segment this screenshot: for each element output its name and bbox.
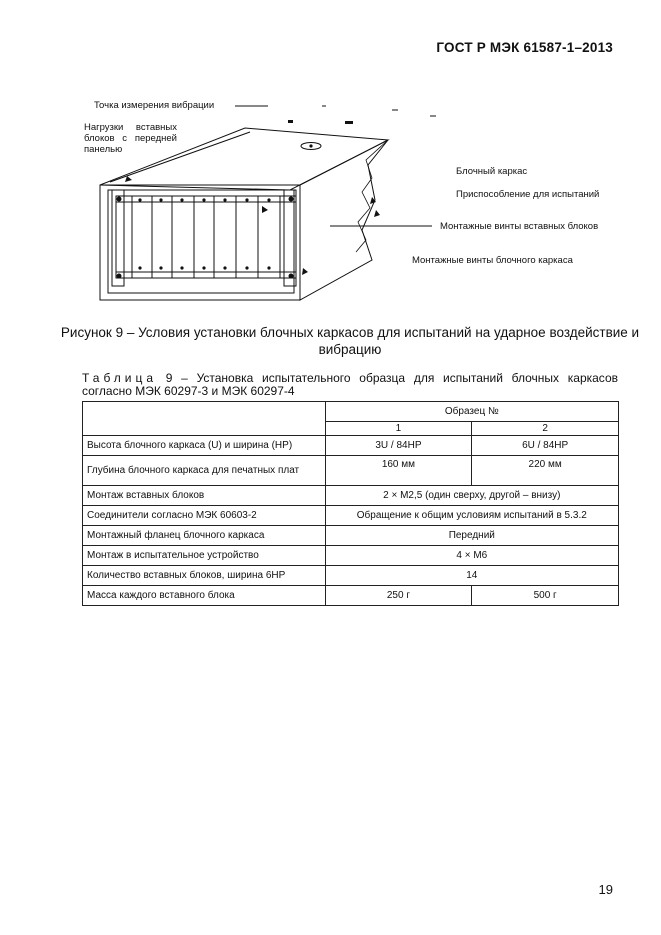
table-header-row (83, 402, 619, 422)
screw-icon (117, 197, 122, 202)
plugin-panel-area (116, 196, 296, 278)
spec-table (82, 401, 619, 606)
table-row (83, 586, 619, 606)
label-plugin-screws: Монтажные винты вставных блоков (440, 221, 599, 232)
table-row (83, 566, 619, 586)
screw-icon (289, 274, 294, 279)
side-face (300, 140, 388, 300)
header-param-cell (83, 402, 326, 436)
table-row (83, 486, 619, 506)
sample-2-header: 2 (472, 422, 619, 436)
value-cell: Обращение к общим условиям испытаний в 5.3.2 (325, 506, 618, 526)
param-cell: Высота блочного каркаса (U) и ширина (HP) (83, 436, 326, 456)
table-row (83, 546, 619, 566)
value-cell: 2 × M2,5 (один сверху, другой – внизу) (325, 486, 618, 506)
param-cell: Глубина блочного каркаса для печатных плат (83, 456, 326, 486)
table-caption-text: 9 – Установка испытательного образца для испытаний блочных каркасов согласно МЭК 60297-3 и МЭК 60297-4 (82, 371, 618, 398)
table-row (83, 456, 619, 486)
param-cell: Количество вставных блоков, ширина 6HP (83, 566, 326, 586)
param-cell: Монтаж вставных блоков (83, 486, 326, 506)
label-subrack-screws: Монтажные винты блочного каркаса (412, 255, 573, 266)
param-cell: Монтажный фланец блочного каркаса (83, 526, 326, 546)
param-cell: Монтаж в испытательное устройство (83, 546, 326, 566)
value-cell: Передний (325, 526, 618, 546)
table-row (83, 436, 619, 456)
arrow-icon (262, 206, 268, 213)
param-cell: Масса каждого вставного блока (83, 586, 326, 606)
value-cell: 220 мм (472, 456, 619, 486)
label-vibration-point: Точка измерения вибрации (94, 100, 215, 111)
value-cell: 6U / 84HP (472, 436, 619, 456)
table-caption-word: Таблица (82, 371, 158, 385)
value-cell: 250 г (325, 586, 472, 606)
value-cell: 160 мм (325, 456, 472, 486)
table-row (83, 506, 619, 526)
arrow-icon (374, 210, 380, 217)
page-number: 19 (598, 882, 613, 897)
table-row (83, 526, 619, 546)
figure-caption: Рисунок 9 – Условия установки блочных каркасов для испытаний на ударное воздействие и вибрацию (60, 325, 640, 357)
label-test-fixture: Приспособление для испытаний (456, 189, 600, 200)
value-cell: 500 г (472, 586, 619, 606)
label-plugin-loads: Нагрузки вставных блоков с передней панелью (84, 122, 177, 155)
label-subrack: Блочный каркас (456, 166, 528, 177)
arrow-icon (302, 268, 308, 275)
value-cell: 14 (325, 566, 618, 586)
document-code-header: ГОСТ Р МЭК 61587-1–2013 (436, 40, 613, 55)
screw-icon (289, 197, 294, 202)
table-caption (82, 372, 618, 398)
figure-9 (0, 90, 661, 320)
sample-header: Образец № (325, 402, 618, 422)
param-cell: Соединители согласно МЭК 60603-2 (83, 506, 326, 526)
value-cell: 3U / 84HP (325, 436, 472, 456)
screw-icon (117, 274, 122, 279)
sample-1-header: 1 (325, 422, 472, 436)
arrow-icon (125, 176, 132, 182)
value-cell: 4 × M6 (325, 546, 618, 566)
